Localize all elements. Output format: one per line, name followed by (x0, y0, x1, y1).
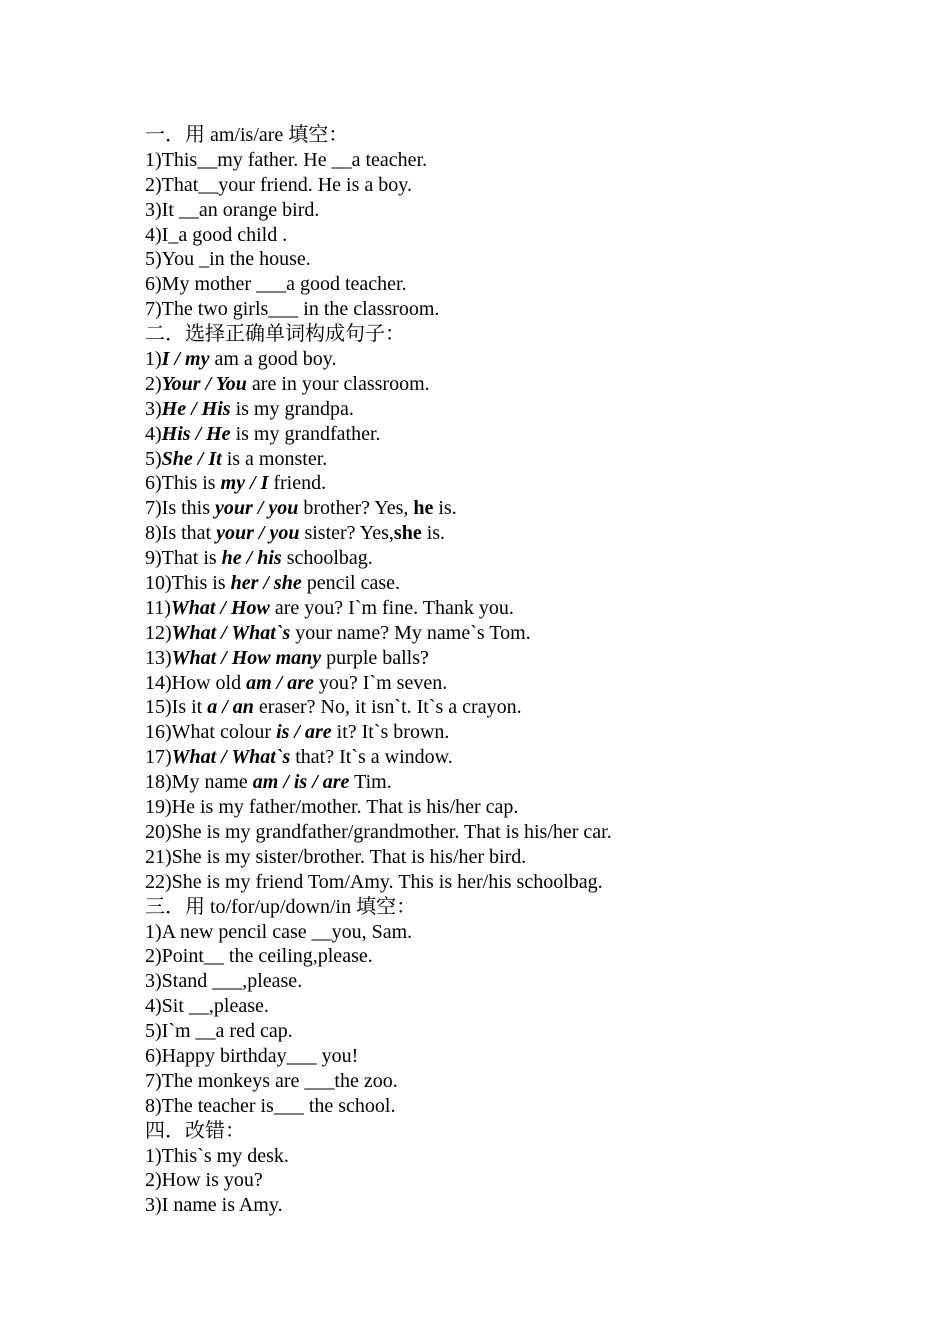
question-suffix: purple balls? (321, 646, 429, 669)
question-number: 14) (145, 671, 172, 694)
question-suffix: Tim. (349, 771, 392, 794)
choice-options: I / my (161, 348, 210, 371)
choice-options: her / she (230, 572, 302, 595)
question-prefix: What colour (171, 721, 277, 744)
question-number: 10) (145, 572, 172, 595)
question-number: 6) (145, 472, 162, 495)
question-suffix: are you? I`m fine. Thank you. (269, 596, 514, 619)
question-suffix: eraser? No, it isn`t. It`s a crayon. (253, 696, 522, 719)
s2-question-17 (145, 745, 845, 770)
s2-question-12 (145, 621, 845, 646)
choice-options: Your / You (161, 372, 247, 395)
s2-question-8 (145, 521, 845, 546)
s1-question-7: 7)The two girls___ in the classroom. (145, 298, 440, 321)
s2-question-14 (145, 671, 845, 696)
s3-question-5: 5)I`m __a red cap. (145, 1020, 293, 1043)
choice-options: She / It (161, 447, 222, 470)
question-number: 1) (145, 348, 162, 371)
question-suffix: is my grandfather. (230, 422, 381, 445)
section-2-heading: 二．选择正确单词构成句子： (145, 323, 405, 346)
question-number: 2) (145, 372, 162, 395)
s3-question-7: 7)The monkeys are ___the zoo. (145, 1069, 398, 1092)
s2-question-13 (145, 646, 845, 671)
s4-question-3: 3)I name is Amy. (145, 1194, 283, 1217)
s1-question-5: 5)You _in the house. (145, 248, 311, 271)
s2-question-11 (145, 596, 845, 621)
s2-question-6 (145, 471, 845, 496)
question-prefix: Is this (161, 497, 216, 520)
question-suffix: is my grandpa. (230, 397, 354, 420)
choice-options: am / are (246, 671, 314, 694)
section-1-heading: 一．用 am/is/are 填空： (145, 124, 349, 146)
s1-question-1: 1)This__my father. He __a teacher. (145, 148, 428, 171)
choice-options: your / you (215, 497, 299, 520)
question-suffix: you? I`m seven. (313, 671, 448, 694)
question-suffix: that? It`s a window. (290, 746, 453, 769)
choice-options: What / What`s (171, 746, 291, 769)
question-number: 13) (145, 646, 172, 669)
worksheet-content (145, 123, 845, 1218)
s2-question-1 (145, 347, 845, 372)
choice-options: is / are (276, 721, 332, 744)
s4-question-2: 2)How is you? (145, 1169, 263, 1192)
question-number: 11) (145, 596, 171, 619)
question-suffix: am a good boy. (209, 348, 337, 371)
s3-question-2: 2)Point__ the ceiling,please. (145, 945, 373, 968)
choice-options: What / How many (171, 646, 322, 669)
question-suffix: schoolbag. (281, 547, 373, 570)
question-number: 4) (145, 422, 162, 445)
question-number: 7) (145, 497, 162, 520)
s3-question-3: 3)Stand ___,please. (145, 970, 303, 993)
s2-question-9 (145, 546, 845, 571)
s3-question-4: 4)Sit __,please. (145, 995, 269, 1018)
question-number: 15) (145, 696, 172, 719)
s1-question-4: 4)I_a good child . (145, 223, 288, 246)
s2-question-2 (145, 372, 845, 397)
s1-question-6: 6)My mother ___a good teacher. (145, 273, 407, 296)
question-number: 17) (145, 746, 172, 769)
choice-options: my / I (220, 472, 269, 495)
question-prefix: That is (161, 547, 222, 570)
question-prefix: My name (171, 771, 253, 794)
question-suffix: your name? My name`s Tom. (290, 621, 531, 644)
question-prefix: This is (171, 572, 231, 595)
s2-question-7 (145, 496, 845, 521)
choice-options: he / his (221, 547, 282, 570)
s2-question-19: 19)He is my father/mother. That is his/her cap. (145, 796, 519, 819)
question-suffix: pencil case. (301, 572, 400, 595)
question-prefix: Is that (161, 522, 217, 545)
question-suffix: sister? Yes, (299, 522, 394, 545)
choice-options: What / How (170, 596, 270, 619)
s3-question-6: 6)Happy birthday___ you! (145, 1044, 359, 1067)
s2-question-4 (145, 422, 845, 447)
choice-options: His / He (161, 422, 231, 445)
question-suffix: brother? Yes, (298, 497, 414, 520)
s1-question-2: 2)That__your friend. He is a boy. (145, 173, 412, 196)
question-prefix: Is it (171, 696, 208, 719)
bold-answer: he (413, 497, 434, 520)
question-suffix: is a monster. (221, 447, 328, 470)
question-tail: is. (433, 497, 457, 520)
choice-options: your / you (216, 522, 300, 545)
question-number: 16) (145, 721, 172, 744)
s2-question-21: 21)She is my sister/brother. That is his/her bird. (145, 845, 527, 868)
question-number: 5) (145, 447, 162, 470)
s2-question-22: 22)She is my friend Tom/Amy. This is her/his schoolbag. (145, 870, 603, 893)
choice-options: He / His (161, 397, 231, 420)
section-3-heading: 三．用 to/for/up/down/in 填空： (145, 895, 417, 918)
s2-question-20: 20)She is my grandfather/grandmother. That is his/her car. (145, 820, 612, 843)
s2-question-16 (145, 720, 845, 745)
choice-options: a / an (207, 696, 254, 719)
question-number: 3) (145, 397, 162, 420)
question-tail: is. (421, 522, 446, 545)
question-prefix: This is (161, 472, 221, 495)
question-prefix: How old (171, 671, 247, 694)
s2-question-15 (145, 695, 845, 720)
s3-question-8: 8)The teacher is___ the school. (145, 1094, 396, 1117)
question-suffix: it? It`s brown. (331, 721, 450, 744)
s2-question-3 (145, 397, 845, 422)
s3-question-1: 1)A new pencil case __you, Sam. (145, 920, 413, 943)
choice-options: What / What`s (171, 621, 291, 644)
s4-question-1: 1)This`s my desk. (145, 1144, 289, 1167)
bold-answer: she (393, 522, 422, 545)
question-suffix: are in your classroom. (246, 372, 430, 395)
question-number: 12) (145, 621, 172, 644)
question-number: 8) (145, 522, 162, 545)
s2-question-10 (145, 571, 845, 596)
question-number: 18) (145, 771, 172, 794)
choice-options: am / is / are (252, 771, 350, 794)
question-number: 9) (145, 547, 162, 570)
s2-question-5 (145, 447, 845, 472)
question-suffix: friend. (268, 472, 327, 495)
s1-question-3: 3)It __an orange bird. (145, 198, 320, 221)
s2-question-18 (145, 770, 845, 795)
section-4-heading: 四．改错： (145, 1119, 245, 1142)
